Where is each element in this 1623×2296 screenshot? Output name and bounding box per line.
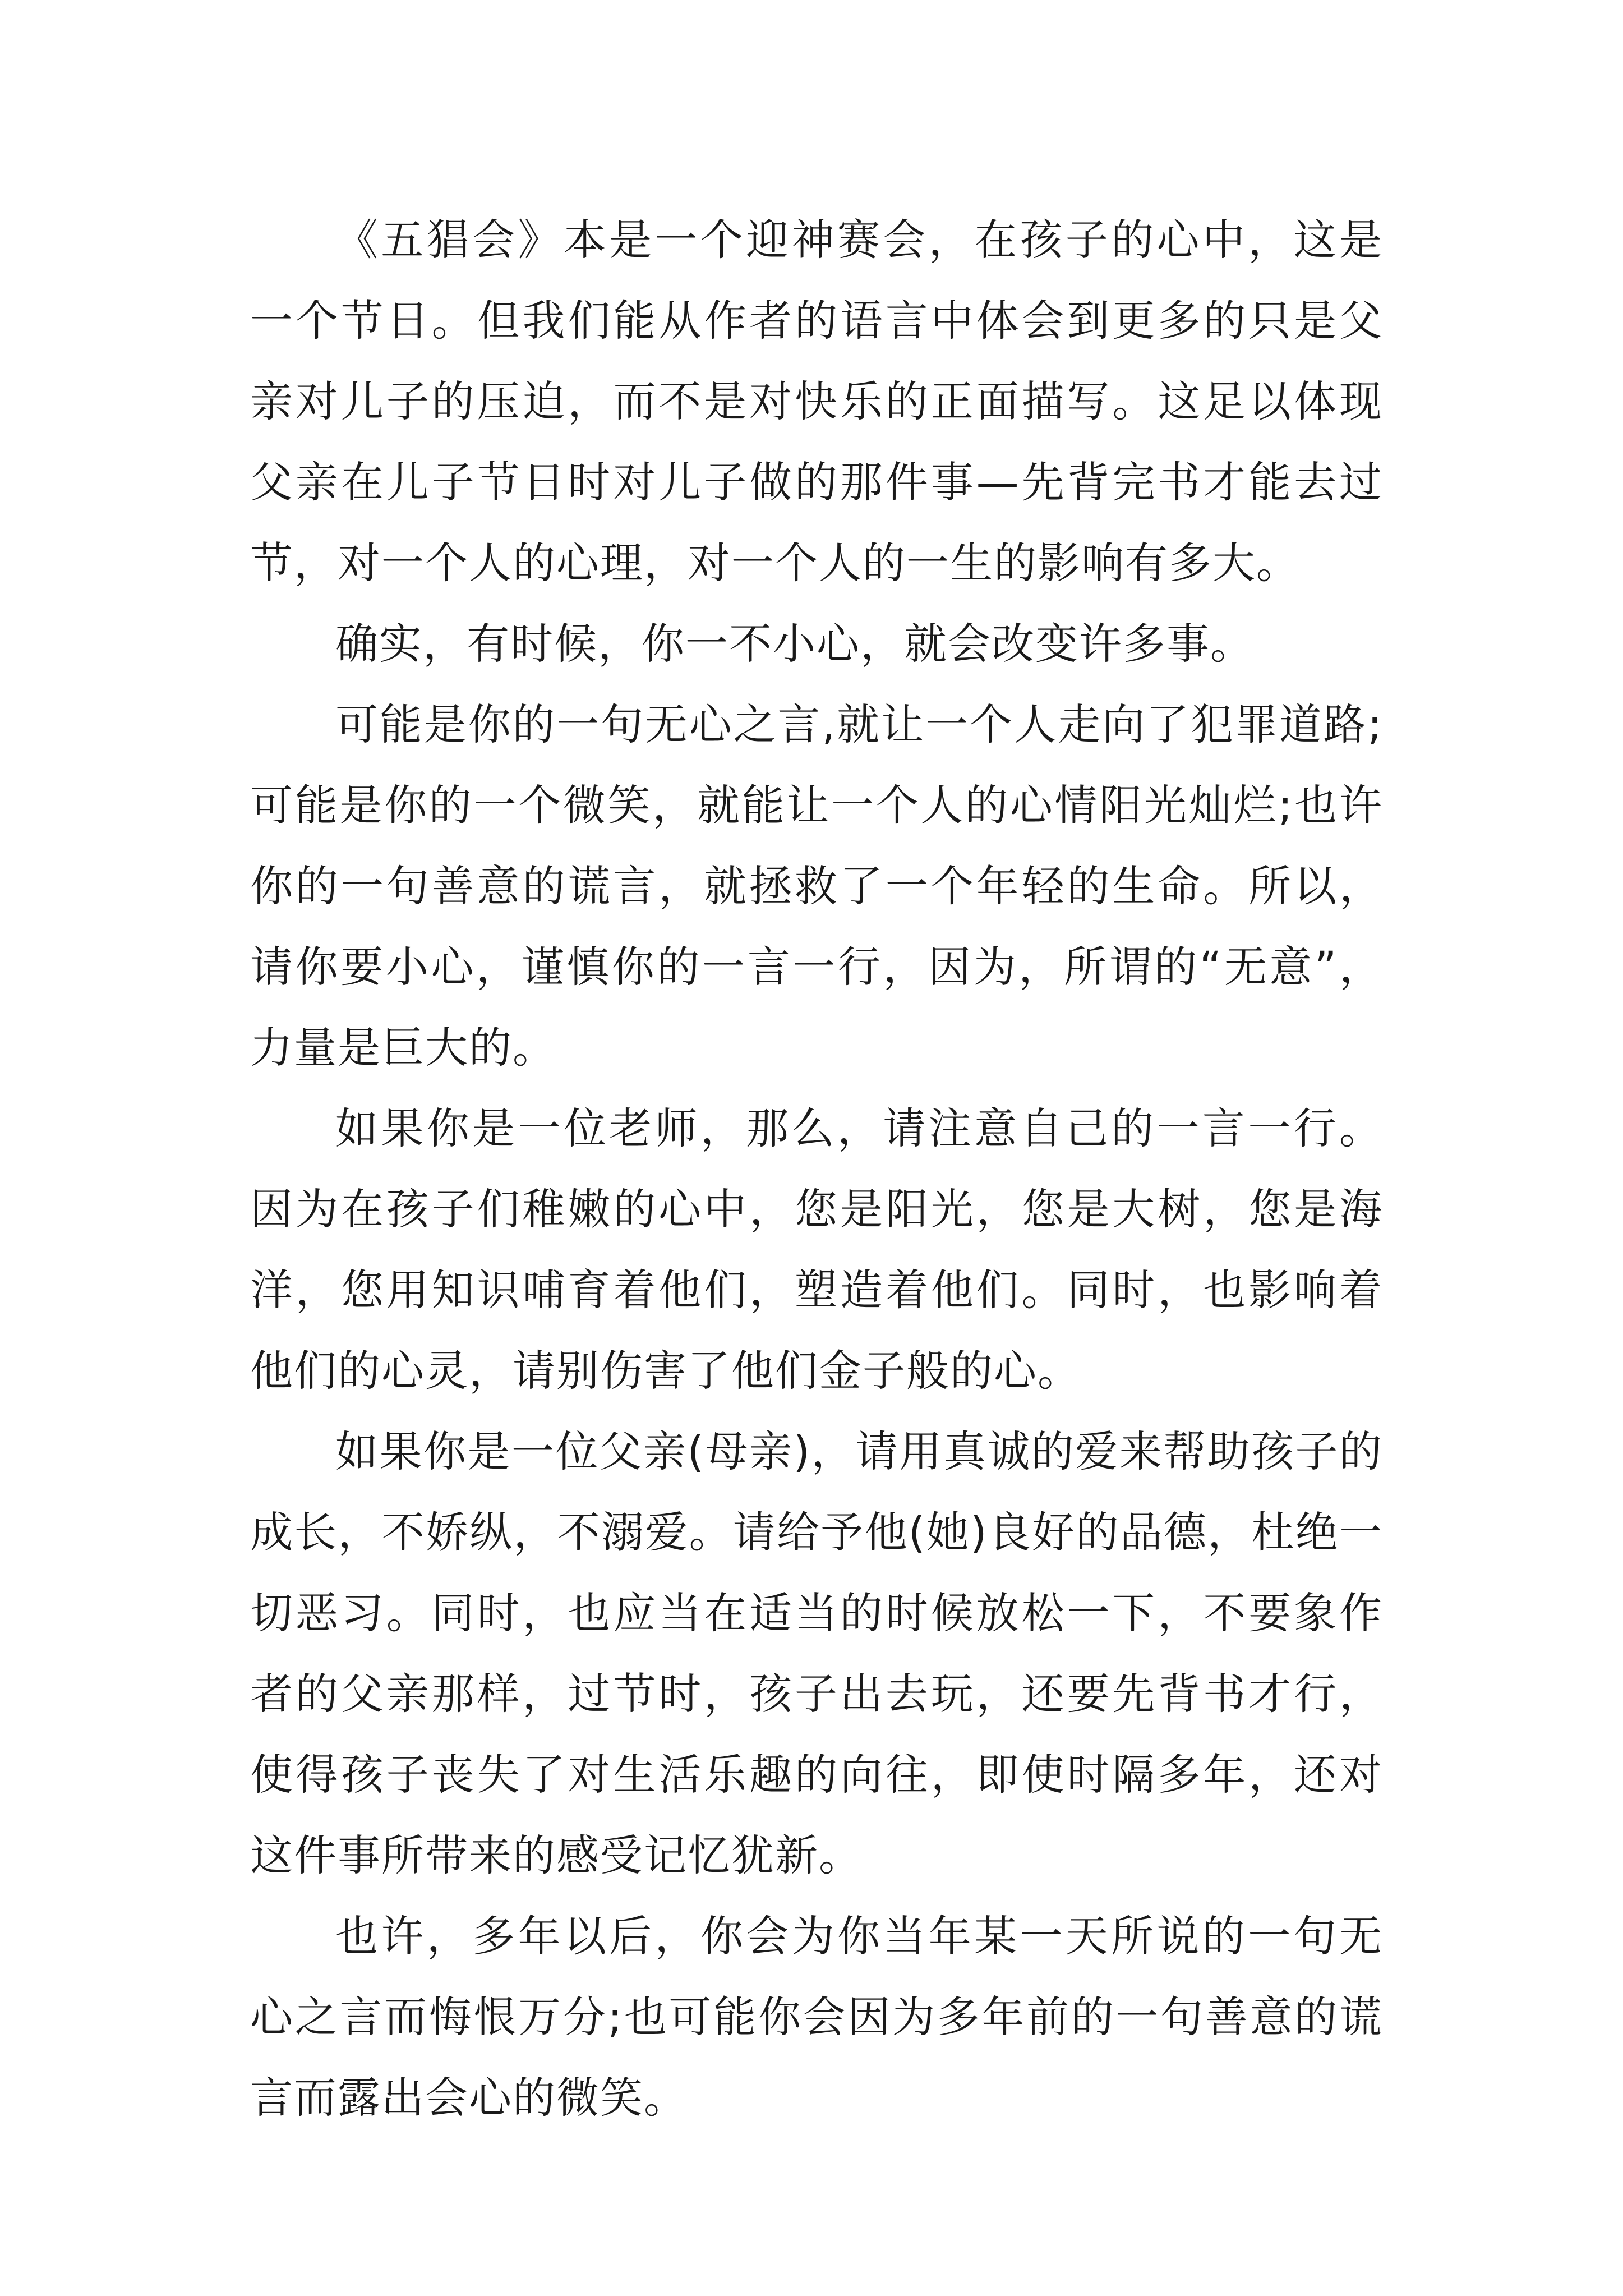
paragraph-6: 也许，多年以后，你会为你当年某一天所说的一句无心之言而悔恨万分;也可能你会因为多年前的一句善意的谎言而露出会心的微笑。 <box>250 1911 1383 2123</box>
paragraph-2: 确实，有时候，你一不小心，就会改变许多事。 <box>335 619 1254 669</box>
document-body <box>250 200 1383 2138</box>
paragraph-3: 可能是你的一句无心之言,就让一个人走向了犯罪道路;可能是你的一个微笑，就能让一个人的心情阳光灿烂;也许你的一句善意的谎言，就拯救了一个年轻的生命。所以，请你要小心，谨慎你的一言一行，因为，所谓的“无意”，力量是巨大的。 <box>250 700 1383 1073</box>
paragraph-5: 如果你是一位父亲(母亲)，请用真诚的爱来帮助孩子的成长，不娇纵，不溺爱。请给予他(她)良好的品德，杜绝一切恶习。同时，也应当在适当的时候放松一下，不要象作者的父亲那样，过节时，孩子出去玩，还要先背书才行，使得孩子丧失了对生活乐趣的向往，即使时隔多年，还对这件事所带来的感受记忆犹新。 <box>250 1427 1383 1880</box>
paragraph-4: 如果你是一位老师，那么，请注意自己的一言一行。因为在孩子们稚嫩的心中，您是阳光，您是大树，您是海洋，您用知识哺育着他们，塑造着他们。同时，也影响着他们的心灵，请别伤害了他们金子般的心。 <box>250 1103 1383 1396</box>
paragraph-1: 《五猖会》本是一个迎神赛会，在孩子的心中，这是一个节日。但我们能从作者的语言中体会到更多的只是父亲对儿子的压迫，而不是对快乐的正面描写。这足以体现父亲在儿子节日时对儿子做的那件事—先背完书才能去过节，对一个人的心理，对一个人的一生的影响有多大。 <box>250 215 1383 588</box>
